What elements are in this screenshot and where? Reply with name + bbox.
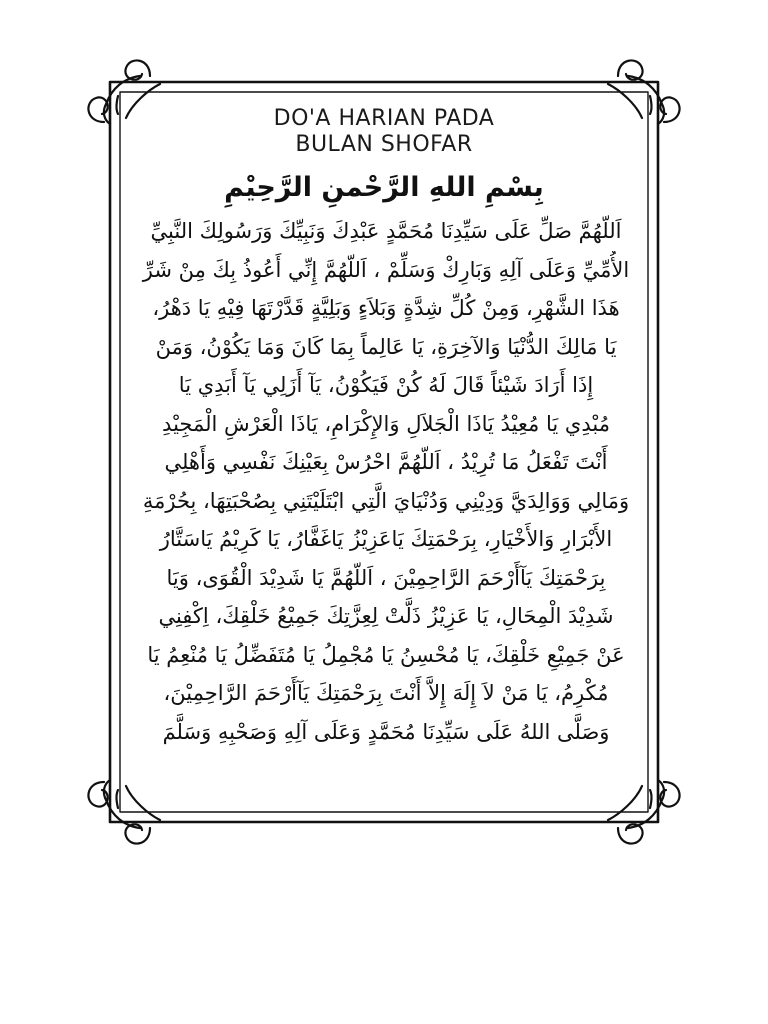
document-title (150, 106, 618, 158)
basmalah-heading: بِسْمِ اللهِ الرَّحْمنِ الرَّحِيْمِ (224, 172, 544, 203)
prayer-line: اَللّهُمَّ صَلِّ عَلَى سَيِّدِنَا مُحَمَّدٍ عَبْدِكَ وَنَبِيِّكَ وَرَسُولِكَ النَّبِيِّ (150, 219, 622, 243)
prayer-line: مُبْدِي يَا مُعِيْدُ يَاذَا الْجَلاَلِ وَالإِكْرَامِ، يَاذَا الْعَرْشِ الْمَجِيْدِ (162, 411, 610, 436)
prayer-line: أَنْتَ تَفْعَلُ مَا تُرِيْدُ ، اَللّهُمَّ احْرُسْ بِعَيْنِكَ نَفْسِي وَأَهْلِي (164, 450, 608, 474)
title-line-2: BULAN SHOFAR (295, 132, 473, 157)
prayer-line: إِذَا أَرَادَ شَيْئاً قَالَ لَهُ كُنْ فَيَكُوْنُ، يَآ أَزَلِي يَآ أَبَدِي يَا (178, 373, 594, 397)
prayer-line: الأُمِّيِّ وَعَلَى آلِهِ وَبَارِكْ وَسَلِّمْ ، اَللّهُمَّ إِنِّي أَعُوذُ بِكَ مِنْ شَرِّ (142, 257, 630, 282)
prayer-line: يَا مَالِكَ الدُّنْيَا وَالآخِرَةِ، يَا عَالِماً بِمَا كَانَ وَمَا يَكُوْنُ، وَمَنْ (155, 334, 617, 359)
title-line-1: DO'A HARIAN PADA (273, 106, 495, 131)
prayer-line: مُكْرِمُ، يَا مَنْ لاَ إِلَهَ إِلاَّ أَنْتَ بِرَحْمَتِكَ يَآأَرْحَمَ الرَّاحِمِيْنَ، (163, 681, 609, 705)
prayer-line: بِرَحْمَتِكَ يَآأَرْحَمَ الرَّاحِمِيْنَ ، اَللّهُمَّ يَا شَدِيْدَ الْقُوَى، وَيَا (166, 565, 606, 590)
prayer-line: عَنْ جَمِيْعِ خَلْقِكَ، يَا مُحْسِنُ يَا مُجْمِلُ يَا مُتَفَضِّلُ يَا مُنْعِمُ يَا (147, 642, 625, 667)
prayer-line: الأَبْرَارِ وَالأَخْيَارِ، بِرَحْمَتِكَ يَاعَزِيْزُ يَاغَفَّارُ، يَا كَرِيْمُ يَاسَتَّارُ (159, 527, 613, 551)
prayer-line: هَذَا الشَّهْرِ، وَمِنْ كُلِّ شِدَّةٍ وَبَلاَءٍ وَبَلِيَّةٍ قَدَّرْتَهَا فِيْهِ يَا دَهْرُ، (152, 296, 620, 320)
prayer-line: وَمَالِي وَوَالِدَيَّ وَدِيْنِي وَدُنْيَايَ الَّتِي ابْتَلَيْتَنِي بِصُحْبَتِهَا، بِحُرْمَةِ (142, 488, 630, 513)
prayer-line: وَصَلَّى اللهُ عَلَى سَيِّدِنَا مُحَمَّدٍ وَعَلَى آلِهِ وَصَحْبِهِ وَسَلَّمَ (162, 719, 610, 744)
prayer-line: شَدِيْدَ الْمِحَالِ، يَا عَزِيْزُ ذَلَّتْ لِعِزَّتِكَ جَمِيْعُ خَلْقِكَ، اِكْفِنِي (158, 604, 614, 628)
prayer-text (128, 212, 644, 751)
